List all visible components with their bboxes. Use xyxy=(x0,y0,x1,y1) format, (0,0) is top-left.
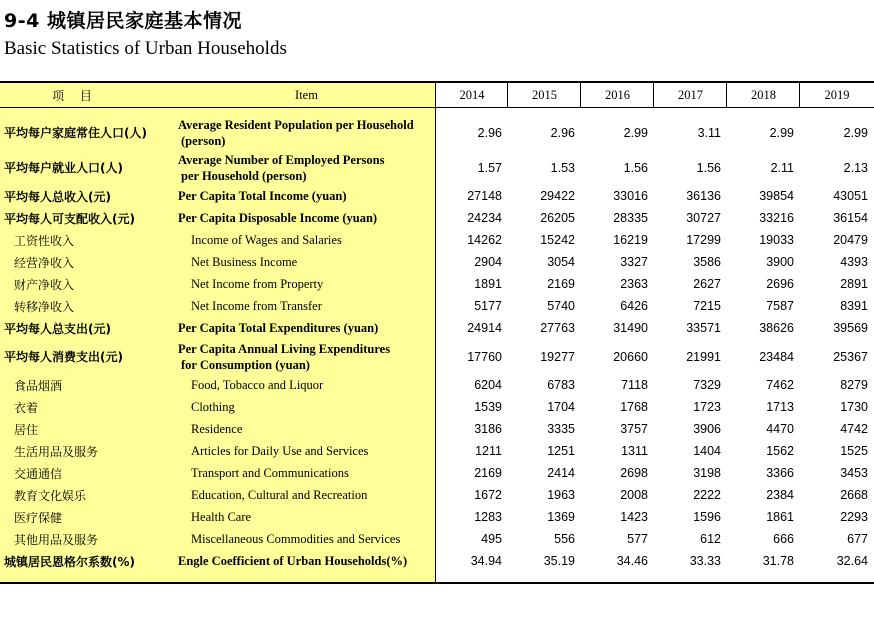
row-label-chinese: 财产净收入 xyxy=(14,277,75,292)
value-cell: 2.11 xyxy=(770,160,794,175)
value-cell: 3757 xyxy=(620,422,648,436)
row-label-chinese: 平均每人总收入(元) xyxy=(4,189,111,204)
value-cell: 3366 xyxy=(766,466,794,480)
value-cell: 38626 xyxy=(759,321,794,335)
value-cell: 2363 xyxy=(620,277,648,291)
row-label-chinese: 工资性收入 xyxy=(14,233,75,248)
header-item-english: Item xyxy=(295,87,318,102)
value-cell: 577 xyxy=(627,532,648,546)
row-label-english: Education, Cultural and Recreation xyxy=(191,488,368,502)
header-year: 2014 xyxy=(459,87,485,102)
value-cell: 39569 xyxy=(833,321,868,335)
header-bottom-border xyxy=(0,107,874,108)
table-row xyxy=(0,550,874,572)
header-row xyxy=(0,83,874,107)
table-row xyxy=(0,484,874,506)
header-year: 2015 xyxy=(532,87,557,102)
row-label-english: Transport and Communications xyxy=(191,466,349,480)
value-cell: 1723 xyxy=(693,400,721,414)
value-cell: 3906 xyxy=(693,422,721,436)
table-row xyxy=(0,396,874,418)
table-row xyxy=(0,207,874,229)
table-row xyxy=(0,506,874,528)
row-label-english: Articles for Daily Use and Services xyxy=(191,444,369,458)
row-label-english: Per Capita Disposable Income (yuan) xyxy=(178,211,378,225)
row-label-english: Engle Coefficient of Urban Households(%) xyxy=(178,554,408,568)
row-label-chinese: 平均每户就业人口(人) xyxy=(4,161,123,175)
row-label-english: Net Income from Property xyxy=(191,277,324,291)
value-cell: 4470 xyxy=(766,422,794,436)
value-cell: 3.11 xyxy=(697,125,721,140)
value-cell: 612 xyxy=(700,532,721,546)
row-label-english: Average Number of Employed Persons per Household (person) xyxy=(178,152,385,183)
table-row xyxy=(0,317,874,339)
value-cell: 3453 xyxy=(840,466,868,480)
value-cell: 2.99 xyxy=(769,125,794,140)
header-year: 2016 xyxy=(605,87,630,102)
value-cell: 3186 xyxy=(474,422,502,436)
page-title-chinese: 9-4 城镇居民家庭基本情况 xyxy=(4,10,242,32)
value-cell: 2169 xyxy=(474,466,502,480)
value-cell: 33.33 xyxy=(689,554,721,568)
value-cell: 36154 xyxy=(833,211,868,225)
row-label-chinese: 平均每人消费支出(元) xyxy=(4,350,123,364)
row-label-chinese: 医疗保健 xyxy=(14,510,63,525)
value-cell: 35.19 xyxy=(543,554,575,568)
value-cell: 7215 xyxy=(693,299,721,313)
value-cell: 31.78 xyxy=(762,554,794,568)
value-cell: 2668 xyxy=(840,488,868,502)
value-cell: 19277 xyxy=(540,349,575,364)
value-cell: 3900 xyxy=(766,255,794,269)
value-cell: 2696 xyxy=(766,277,794,291)
value-cell: 1423 xyxy=(620,510,648,524)
table-row xyxy=(0,418,874,440)
table-row xyxy=(0,295,874,317)
value-cell: 20660 xyxy=(613,349,648,364)
value-cell: 36136 xyxy=(686,189,721,203)
value-cell: 3198 xyxy=(693,466,721,480)
value-cell: 1768 xyxy=(620,400,648,414)
value-cell: 28335 xyxy=(613,211,648,225)
value-cell: 1672 xyxy=(474,488,502,502)
table-row xyxy=(0,150,874,185)
value-cell: 4393 xyxy=(840,255,868,269)
value-cell: 1404 xyxy=(693,444,721,458)
value-cell: 1211 xyxy=(475,444,502,458)
value-cell: 1525 xyxy=(840,444,868,458)
header-year: 2019 xyxy=(824,87,850,102)
row-label-chinese: 转移净收入 xyxy=(14,299,75,314)
value-cell: 27763 xyxy=(540,321,575,335)
page-title-english: Basic Statistics of Urban Households xyxy=(4,38,287,59)
value-cell: 14262 xyxy=(467,233,502,247)
value-cell: 6783 xyxy=(547,378,575,392)
row-label-english: Per Capita Annual Living Expenditures for Consumption (yuan) xyxy=(178,341,391,372)
table-bottom-border xyxy=(0,582,874,584)
value-cell: 16219 xyxy=(613,233,648,247)
value-cell: 5177 xyxy=(474,299,502,313)
row-label-chinese: 城镇居民恩格尔系数(%) xyxy=(4,554,135,569)
value-cell: 27148 xyxy=(467,189,502,203)
value-cell: 24914 xyxy=(467,321,502,335)
value-cell: 34.94 xyxy=(470,554,502,568)
value-cell: 1.56 xyxy=(623,160,648,175)
table-row xyxy=(0,185,874,207)
row-label-english: Per Capita Total Income (yuan) xyxy=(178,189,347,203)
value-cell: 24234 xyxy=(467,211,502,225)
row-label-english: Food, Tobacco and Liquor xyxy=(191,378,324,392)
value-cell: 3054 xyxy=(547,255,575,269)
value-cell: 1.56 xyxy=(696,160,721,175)
row-label-chinese: 平均每人可支配收入(元) xyxy=(4,211,135,226)
row-label-chinese: 生活用品及服务 xyxy=(14,444,99,459)
value-cell: 2169 xyxy=(547,277,575,291)
value-cell: 2904 xyxy=(474,255,502,269)
row-label-chinese: 平均每户家庭常住人口(人) xyxy=(4,126,147,140)
value-cell: 2293 xyxy=(840,510,868,524)
value-cell: 31490 xyxy=(613,321,648,335)
value-cell: 7329 xyxy=(693,378,721,392)
value-cell: 1.53 xyxy=(550,160,575,175)
value-cell: 1963 xyxy=(547,488,575,502)
value-cell: 2384 xyxy=(766,488,794,502)
value-cell: 26205 xyxy=(540,211,575,225)
row-label-english: Income of Wages and Salaries xyxy=(191,233,342,247)
statistics-table xyxy=(0,81,874,584)
value-cell: 495 xyxy=(481,532,502,546)
value-cell: 23484 xyxy=(759,349,794,364)
value-cell: 2414 xyxy=(547,466,575,480)
value-cell: 1730 xyxy=(840,400,868,414)
value-cell: 1704 xyxy=(547,400,575,414)
row-label-chinese: 教育文化娱乐 xyxy=(14,488,87,503)
row-label-english: Health Care xyxy=(191,510,252,524)
table-row xyxy=(0,374,874,396)
row-label-chinese: 平均每人总支出(元) xyxy=(4,321,111,336)
row-label-chinese: 经营净收入 xyxy=(14,255,75,270)
value-cell: 2.96 xyxy=(477,125,502,140)
value-cell: 1311 xyxy=(621,444,648,458)
row-label-chinese: 食品烟酒 xyxy=(14,378,63,393)
value-cell: 33571 xyxy=(686,321,721,335)
value-cell: 2698 xyxy=(620,466,648,480)
row-label-english: Miscellaneous Commodities and Services xyxy=(191,532,401,546)
value-cell: 3586 xyxy=(693,255,721,269)
table-row xyxy=(0,115,874,150)
row-label-chinese: 交通通信 xyxy=(14,466,63,481)
value-cell: 556 xyxy=(554,532,575,546)
row-label-chinese: 居住 xyxy=(14,422,39,437)
value-cell: 666 xyxy=(773,532,794,546)
value-cell: 17760 xyxy=(467,349,502,364)
table-row xyxy=(0,440,874,462)
header-item-chinese: 项 目 xyxy=(52,88,98,103)
value-cell: 29422 xyxy=(540,189,575,203)
row-label-chinese: 衣着 xyxy=(14,400,39,415)
value-cell: 3327 xyxy=(620,255,648,269)
value-cell: 6204 xyxy=(474,378,502,392)
value-cell: 34.46 xyxy=(616,554,648,568)
value-cell: 32.64 xyxy=(836,554,868,568)
value-cell: 2.13 xyxy=(843,160,868,175)
row-label-english: Net Business Income xyxy=(191,255,298,269)
value-cell: 4742 xyxy=(840,422,868,436)
value-cell: 1713 xyxy=(766,400,794,414)
value-cell: 1891 xyxy=(474,277,502,291)
table-row xyxy=(0,229,874,251)
value-cell: 15242 xyxy=(540,233,575,247)
value-cell: 677 xyxy=(847,532,868,546)
value-cell: 2.99 xyxy=(623,125,648,140)
value-cell: 20479 xyxy=(833,233,868,247)
value-cell: 33216 xyxy=(759,211,794,225)
value-cell: 8391 xyxy=(840,299,868,313)
table-row xyxy=(0,462,874,484)
table-row xyxy=(0,273,874,295)
value-cell: 2222 xyxy=(693,488,721,502)
value-cell: 43051 xyxy=(833,189,868,203)
value-cell: 1596 xyxy=(693,510,721,524)
value-cell: 1283 xyxy=(474,510,502,524)
value-cell: 7462 xyxy=(766,378,794,392)
value-cell: 1539 xyxy=(474,400,502,414)
value-cell: 3335 xyxy=(547,422,575,436)
value-cell: 17299 xyxy=(686,233,721,247)
table-row xyxy=(0,528,874,550)
table-row xyxy=(0,339,874,374)
value-cell: 39854 xyxy=(759,189,794,203)
value-cell: 30727 xyxy=(686,211,721,225)
value-cell: 5740 xyxy=(547,299,575,313)
value-cell: 7118 xyxy=(621,378,648,392)
header-year: 2017 xyxy=(678,87,703,102)
value-cell: 1861 xyxy=(766,510,794,524)
table-row xyxy=(0,251,874,273)
value-cell: 2008 xyxy=(620,488,648,502)
value-cell: 19033 xyxy=(759,233,794,247)
value-cell: 1562 xyxy=(766,444,794,458)
value-cell: 2627 xyxy=(693,277,721,291)
value-cell: 1.57 xyxy=(477,160,502,175)
row-label-chinese: 其他用品及服务 xyxy=(14,532,99,547)
value-cell: 21991 xyxy=(686,349,721,364)
row-label-english: Net Income from Transfer xyxy=(191,299,322,313)
value-cell: 33016 xyxy=(613,189,648,203)
value-cell: 8279 xyxy=(840,378,868,392)
value-cell: 1369 xyxy=(547,510,575,524)
value-cell: 2.99 xyxy=(843,125,868,140)
value-cell: 2.96 xyxy=(550,125,575,140)
row-label-english: Average Resident Population per Household (person) xyxy=(178,117,414,148)
value-cell: 1251 xyxy=(547,444,575,458)
value-cell: 25367 xyxy=(833,349,868,364)
row-label-english: Residence xyxy=(191,422,243,436)
row-label-english: Per Capita Total Expenditures (yuan) xyxy=(178,321,379,335)
value-cell: 7587 xyxy=(766,299,794,313)
value-cell: 6426 xyxy=(620,299,648,313)
value-cell: 2891 xyxy=(840,277,868,291)
row-label-english: Clothing xyxy=(191,400,235,414)
header-year: 2018 xyxy=(751,87,776,102)
